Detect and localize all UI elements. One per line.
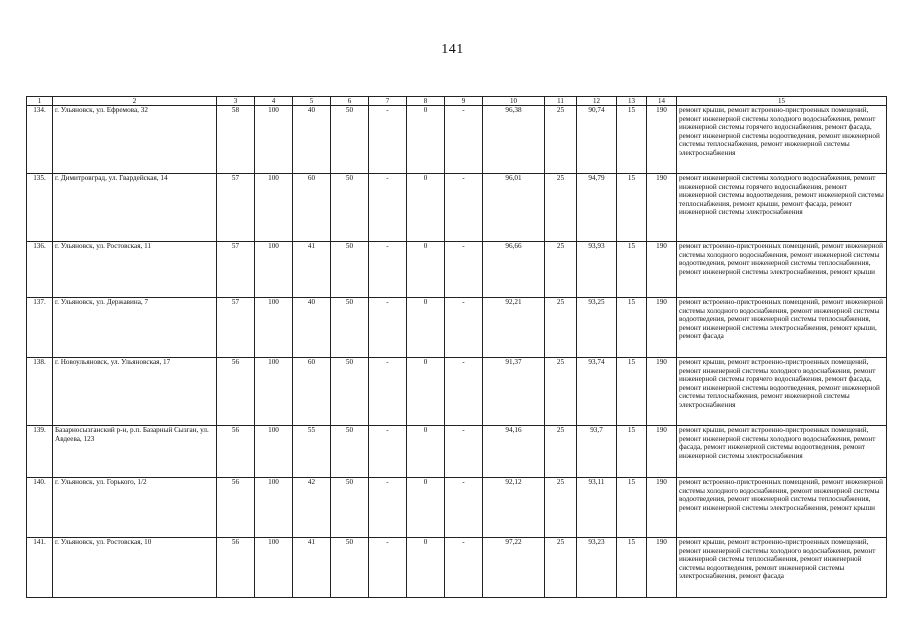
cell-col6: 50 [331,106,369,174]
cell-col14: 190 [647,174,677,242]
repair-works-cell: ремонт крыши, ремонт встроенно-пристроенных помещений, ремонт инженерной системы холодного водоснабжения, ремонт инженерной системы горячего водоснабжения, ремонт фасада, ремонт инженерной системы водоотведения, ремонт инженерной системы теплоснабжения, ремонт инженерной системы электроснабжения [677,358,887,426]
cell-col10: 94,16 [483,426,545,478]
cell-col14: 190 [647,538,677,598]
cell-col10: 92,12 [483,478,545,538]
cell-col12: 93,25 [577,298,617,358]
table-row [27,106,887,174]
cell-col12: 93,23 [577,538,617,598]
cell-col4: 100 [255,426,293,478]
column-number: 6 [331,97,369,106]
column-number: 12 [577,97,617,106]
cell-col14: 190 [647,358,677,426]
cell-col9: - [445,538,483,598]
row-number-cell: 137. [27,298,53,358]
cell-col3: 56 [217,478,255,538]
table-row [27,358,887,426]
cell-col7: - [369,426,407,478]
cell-col10: 92,21 [483,298,545,358]
column-number: 1 [27,97,53,106]
cell-col13: 15 [617,174,647,242]
cell-col12: 90,74 [577,106,617,174]
column-number: 7 [369,97,407,106]
cell-col13: 15 [617,478,647,538]
row-number-cell: 141. [27,538,53,598]
column-number: 4 [255,97,293,106]
table-row [27,478,887,538]
cell-col6: 50 [331,174,369,242]
repair-works-cell: ремонт встроенно-пристроенных помещений, ремонт инженерной системы холодного водоснабжения, ремонт инженерной системы водоотведения, ремонт инженерной системы теплоснабжения, ремонт инженерной системы электроснабжения, ремонт крыши [677,478,887,538]
cell-col5: 40 [293,106,331,174]
address-cell: г. Ульяновск, ул. Ростовская, 11 [53,242,217,298]
cell-col9: - [445,358,483,426]
cell-col6: 50 [331,478,369,538]
cell-col5: 40 [293,298,331,358]
page-number: 141 [441,42,464,57]
cell-col11: 25 [545,478,577,538]
cell-col9: - [445,426,483,478]
cell-col4: 100 [255,106,293,174]
address-cell: г. Ульяновск, ул. Горького, 1/2 [53,478,217,538]
cell-col7: - [369,298,407,358]
cell-col6: 50 [331,538,369,598]
cell-col12: 94,79 [577,174,617,242]
cell-col10: 96,66 [483,242,545,298]
cell-col8: 0 [407,298,445,358]
cell-col5: 41 [293,538,331,598]
column-number: 15 [677,97,887,106]
column-number: 13 [617,97,647,106]
cell-col14: 190 [647,298,677,358]
cell-col6: 50 [331,426,369,478]
cell-col9: - [445,298,483,358]
cell-col6: 50 [331,242,369,298]
column-number: 10 [483,97,545,106]
cell-col11: 25 [545,174,577,242]
cell-col11: 25 [545,426,577,478]
cell-col3: 58 [217,106,255,174]
cell-col8: 0 [407,538,445,598]
address-cell: г. Новоульяновск, ул. Ульяновская, 17 [53,358,217,426]
cell-col4: 100 [255,298,293,358]
row-number-cell: 139. [27,426,53,478]
address-cell: г. Димитровград, ул. Гвардейская, 14 [53,174,217,242]
row-number-cell: 138. [27,358,53,426]
row-number-cell: 140. [27,478,53,538]
cell-col9: - [445,106,483,174]
cell-col12: 93,93 [577,242,617,298]
cell-col5: 55 [293,426,331,478]
cell-col12: 93,11 [577,478,617,538]
cell-col14: 190 [647,242,677,298]
cell-col8: 0 [407,478,445,538]
address-cell: г. Ульяновск, ул. Ростовская, 10 [53,538,217,598]
cell-col8: 0 [407,106,445,174]
cell-col14: 190 [647,426,677,478]
repair-works-cell: ремонт крыши, ремонт встроенно-пристроенных помещений, ремонт инженерной системы холодного водоснабжения, ремонт инженерной системы горячего водоснабжения, ремонт фасада, ремонт инженерной системы водоотведения, ремонт инженерной системы теплоснабжения, ремонт инженерной системы электроснабжения [677,106,887,174]
cell-col3: 56 [217,538,255,598]
cell-col10: 96,01 [483,174,545,242]
column-number: 9 [445,97,483,106]
row-number-cell: 134. [27,106,53,174]
column-number: 5 [293,97,331,106]
table-row [27,426,887,478]
cell-col11: 25 [545,298,577,358]
cell-col12: 93,7 [577,426,617,478]
cell-col12: 93,74 [577,358,617,426]
repair-works-cell: ремонт крыши, ремонт встроенно-пристроенных помещений, ремонт инженерной системы холодного водоснабжения, ремонт фасада, ремонт инженерной системы водоотведения, ремонт инженерной системы электроснабжения [677,426,887,478]
cell-col3: 56 [217,358,255,426]
cell-col9: - [445,478,483,538]
row-number-cell: 135. [27,174,53,242]
cell-col13: 15 [617,242,647,298]
repair-works-cell: ремонт инженерной системы холодного водоснабжения, ремонт инженерной системы горячего водоснабжения, ремонт инженерной системы водоотведения, ремонт инженерной системы теплоснабжения, ремонт крыши, ремонт фасада, ремонт инженерной системы электроснабжения [677,174,887,242]
table-row [27,242,887,298]
cell-col8: 0 [407,242,445,298]
cell-col3: 57 [217,298,255,358]
cell-col9: - [445,242,483,298]
cell-col14: 190 [647,106,677,174]
cell-col5: 60 [293,358,331,426]
cell-col3: 56 [217,426,255,478]
column-number: 2 [53,97,217,106]
repair-works-cell: ремонт крыши, ремонт встроенно-пристроенных помещений, ремонт инженерной системы холодного водоснабжения, ремонт инженерной системы теплоснабжения, ремонт инженерной системы водоотведения, ремонт инженерной системы электроснабжения, ремонт фасада [677,538,887,598]
cell-col10: 97,22 [483,538,545,598]
cell-col13: 15 [617,106,647,174]
repair-works-cell: ремонт встроенно-пристроенных помещений, ремонт инженерной системы холодного водоснабжения, ремонт инженерной системы водоотведения, ремонт инженерной системы теплоснабжения, ремонт инженерной системы электроснабжения, ремонт крыши, ремонт фасада [677,298,887,358]
table-row [27,174,887,242]
table-row [27,298,887,358]
cell-col14: 190 [647,478,677,538]
table-body [27,97,887,598]
cell-col4: 100 [255,174,293,242]
repair-works-cell: ремонт встроенно-пристроенных помещений, ремонт инженерной системы холодного водоснабжения, ремонт инженерной системы водоотведения, ремонт инженерной системы теплоснабжения, ремонт инженерной системы электроснабжения, ремонт крыши [677,242,887,298]
cell-col5: 42 [293,478,331,538]
cell-col11: 25 [545,106,577,174]
cell-col11: 25 [545,242,577,298]
column-number: 8 [407,97,445,106]
column-number: 14 [647,97,677,106]
address-cell: г. Ульяновск, ул. Державина, 7 [53,298,217,358]
cell-col8: 0 [407,426,445,478]
cell-col10: 96,38 [483,106,545,174]
cell-col11: 25 [545,358,577,426]
cell-col7: - [369,478,407,538]
cell-col5: 41 [293,242,331,298]
column-number: 3 [217,97,255,106]
registry-table [26,96,887,598]
cell-col3: 57 [217,174,255,242]
cell-col9: - [445,174,483,242]
cell-col13: 15 [617,298,647,358]
cell-col11: 25 [545,538,577,598]
address-cell: Базарносызганский р-н, р.п. Базарный Сызган, ул. Авдеева, 123 [53,426,217,478]
column-number: 11 [545,97,577,106]
cell-col7: - [369,174,407,242]
cell-col13: 15 [617,426,647,478]
row-number-cell: 136. [27,242,53,298]
cell-col8: 0 [407,174,445,242]
cell-col6: 50 [331,358,369,426]
cell-col13: 15 [617,358,647,426]
cell-col4: 100 [255,242,293,298]
cell-col7: - [369,242,407,298]
cell-col8: 0 [407,358,445,426]
cell-col4: 100 [255,538,293,598]
address-cell: г. Ульяновск, ул. Ефремова, 32 [53,106,217,174]
cell-col7: - [369,358,407,426]
cell-col7: - [369,538,407,598]
table-row [27,538,887,598]
column-number-row [27,97,887,106]
cell-col13: 15 [617,538,647,598]
cell-col6: 50 [331,298,369,358]
cell-col5: 60 [293,174,331,242]
cell-col4: 100 [255,358,293,426]
cell-col4: 100 [255,478,293,538]
cell-col10: 91,37 [483,358,545,426]
cell-col3: 57 [217,242,255,298]
cell-col7: - [369,106,407,174]
